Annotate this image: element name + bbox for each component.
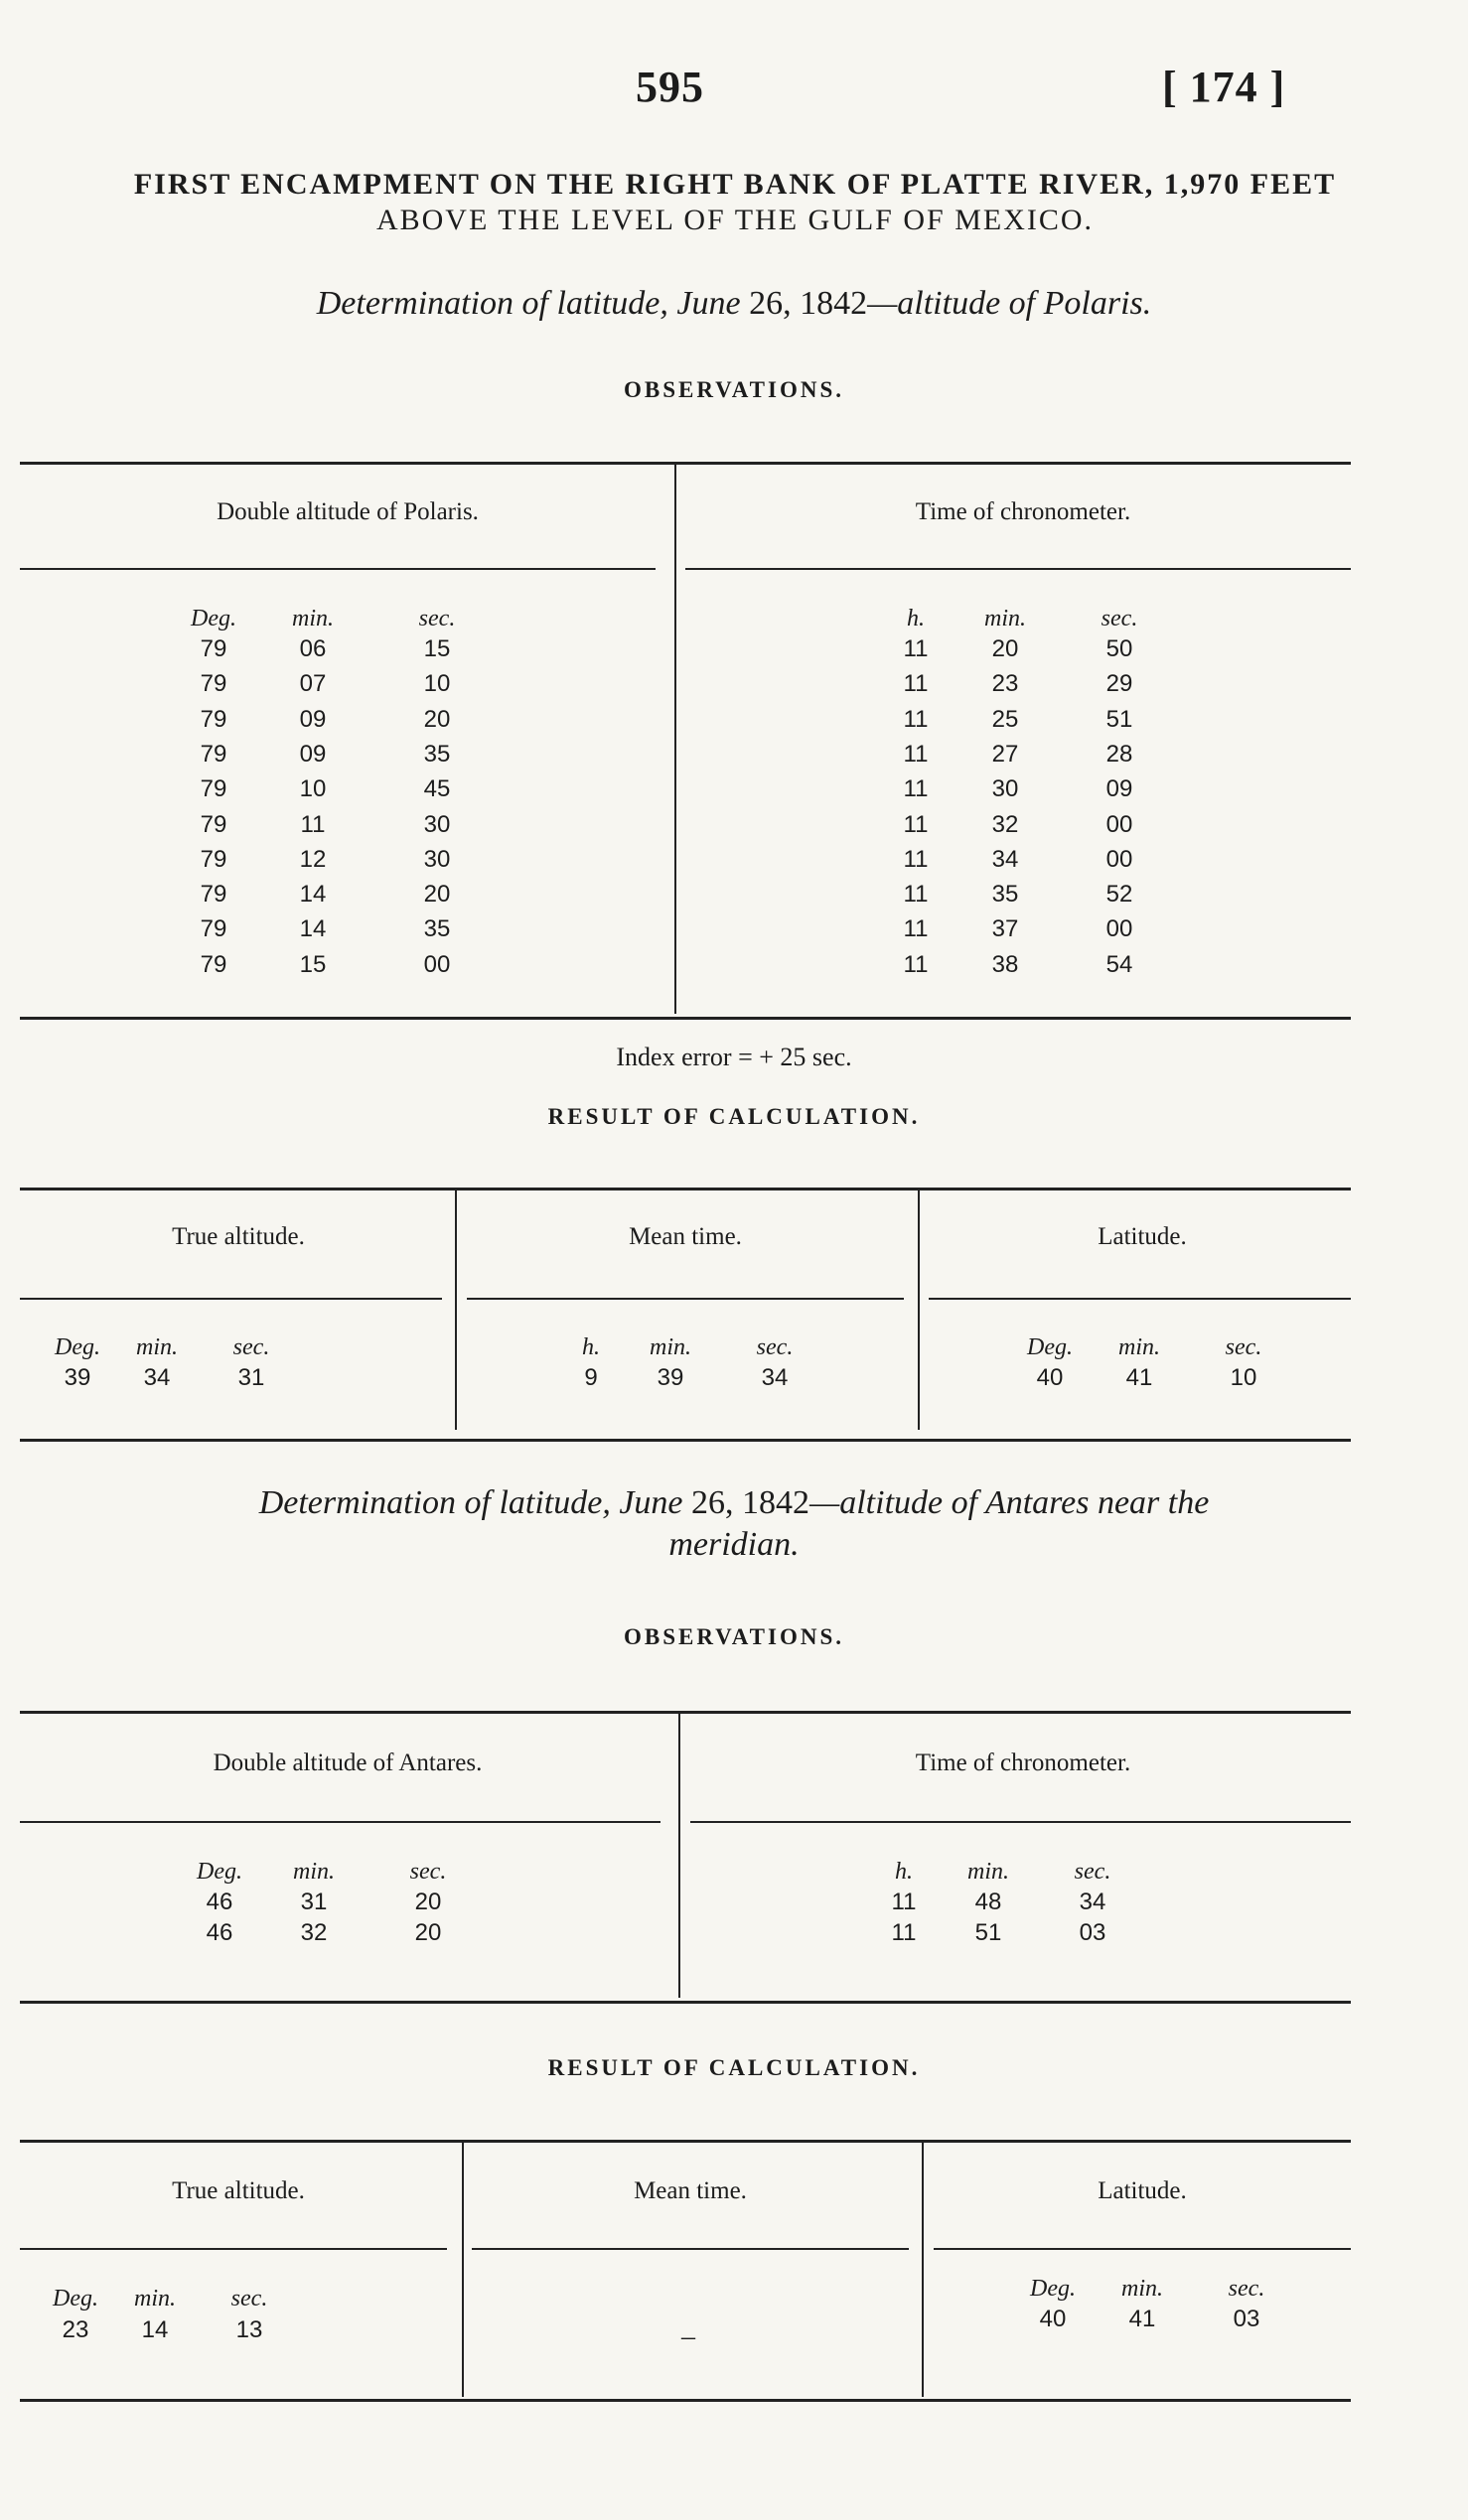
document-heading-line1: FIRST ENCAMPMENT ON THE RIGHT BANK OF PLATTE RIVER, 1,970 FEET (133, 168, 1337, 201)
antares-result-header-mean-time: Mean time. (634, 2177, 747, 2204)
polaris-cell: 00 (423, 950, 451, 978)
polaris-cell: 11 (300, 810, 326, 838)
polaris-units-right: h. min. sec. (907, 606, 1138, 631)
polaris-cell: 79 (200, 915, 227, 943)
antares-result-rule-3 (934, 2248, 1351, 2250)
polaris-altitude-row (179, 951, 497, 979)
antares-units-left: Deg. min. sec. (197, 1859, 447, 1885)
polaris-cell: 27 (991, 740, 1019, 768)
polaris-cell: 11 (903, 845, 929, 873)
polaris-cell: 10 (423, 670, 451, 698)
polaris-cell: 34 (991, 845, 1019, 873)
antares-cell: 11 (891, 1919, 917, 1946)
polaris-result-label: RESULT OF CALCULATION. (547, 1104, 921, 1129)
polaris-cell: 28 (1105, 740, 1133, 768)
polaris-cell: 09 (299, 705, 327, 733)
polaris-cell: 79 (200, 635, 227, 662)
polaris-result-header-latitude: Latitude. (1098, 1223, 1187, 1250)
polaris-table-top-rule (20, 462, 1351, 465)
polaris-cell: 11 (903, 670, 929, 698)
polaris-cell: 32 (991, 810, 1019, 838)
antares-altitude-row (185, 1889, 483, 1916)
antares-cell: 20 (414, 1919, 442, 1946)
antares-result-rule-2 (472, 2248, 909, 2250)
polaris-time-row (886, 846, 1174, 874)
antares-title-italic: Determination of latitude, June (258, 1484, 683, 1521)
polaris-altitude-row (179, 635, 497, 663)
polaris-cell: 45 (423, 775, 451, 803)
polaris-altitude-row (179, 881, 497, 909)
polaris-cell: 51 (1105, 705, 1133, 733)
polaris-cell: 00 (1105, 845, 1133, 873)
antares-cell: 20 (414, 1889, 442, 1915)
polaris-cell: 11 (903, 810, 929, 838)
polaris-cell: 30 (423, 810, 451, 838)
polaris-cell: 11 (903, 740, 929, 768)
polaris-cell: 79 (200, 810, 227, 838)
polaris-result-values-1: 39 34 31 (64, 1364, 265, 1391)
antares-result-values-1: 23 14 13 (62, 2316, 263, 2343)
polaris-title-rest: —altitude of Polaris. (867, 285, 1152, 322)
polaris-result-rule-1 (20, 1298, 442, 1300)
polaris-col-header-altitude: Double altitude of Polaris. (217, 498, 479, 525)
antares-cell: 32 (300, 1919, 328, 1946)
polaris-result-units-2: h. min. sec. (582, 1334, 794, 1360)
polaris-result-units-1: Deg. min. sec. (55, 1334, 270, 1360)
antares-result-header-latitude: Latitude. (1098, 2177, 1187, 2204)
polaris-table-divider (674, 463, 676, 1014)
polaris-result-top-rule (20, 1188, 1351, 1190)
polaris-time-row (886, 706, 1174, 734)
polaris-result-values-2: 9 39 34 (584, 1364, 789, 1391)
polaris-cell: 50 (1105, 635, 1133, 662)
polaris-cell: 11 (903, 915, 929, 943)
polaris-cell: 79 (200, 740, 227, 768)
polaris-result-rule-2 (467, 1298, 904, 1300)
polaris-altitude-row (179, 670, 497, 698)
antares-cell: 46 (206, 1889, 233, 1915)
antares-result-divider-2 (922, 2141, 924, 2397)
polaris-section-title (0, 284, 1468, 324)
polaris-units-left: Deg. min. sec. (191, 606, 456, 631)
antares-result-values-3: 40 41 03 (1039, 2306, 1260, 2332)
antares-title-line2: meridian. (668, 1526, 800, 1563)
polaris-time-row (886, 635, 1174, 663)
polaris-cell: 79 (200, 705, 227, 733)
antares-cell: 11 (891, 1889, 917, 1915)
polaris-time-row (886, 951, 1174, 979)
antares-result-header-altitude: True altitude. (172, 2177, 305, 2204)
antares-cell: 51 (974, 1919, 1002, 1946)
antares-col-header-time: Time of chronometer. (915, 1750, 1131, 1776)
polaris-cell: 29 (1105, 670, 1133, 698)
polaris-cell: 38 (991, 950, 1019, 978)
antares-units-right: h. min. sec. (895, 1859, 1111, 1885)
page-number-right: [ 174 ] (1162, 63, 1286, 111)
polaris-cell: 12 (299, 845, 327, 873)
antares-result-units-1: Deg. min. sec. (53, 2286, 268, 2311)
polaris-cell: 54 (1105, 950, 1133, 978)
antares-title-date: 26, 1842 (691, 1484, 809, 1521)
polaris-cell: 11 (903, 775, 929, 803)
antares-cell: 03 (1079, 1919, 1106, 1946)
antares-table-divider (678, 1712, 680, 1998)
antares-time-row (874, 1889, 1142, 1916)
polaris-result-divider-2 (918, 1189, 920, 1430)
antares-altitude-row (185, 1919, 483, 1947)
polaris-observations-label: OBSERVATIONS. (623, 377, 845, 402)
polaris-result-units-3: Deg. min. sec. (1027, 1334, 1262, 1360)
polaris-cell: 09 (299, 740, 327, 768)
antares-result-top-rule (20, 2140, 1351, 2143)
polaris-cell: 30 (423, 845, 451, 873)
polaris-cell: 15 (423, 635, 451, 662)
antares-observations-label: OBSERVATIONS. (623, 1624, 845, 1649)
antares-table-top-rule (20, 1711, 1351, 1714)
polaris-cell: 35 (423, 915, 451, 943)
polaris-time-row (886, 811, 1174, 839)
antares-result-units-3: Deg. min. sec. (1030, 2276, 1265, 2302)
polaris-cell: 20 (991, 635, 1019, 662)
polaris-altitude-row (179, 775, 497, 803)
antares-result-mean-time: – (681, 2321, 695, 2352)
polaris-result-bottom-rule (20, 1439, 1351, 1442)
polaris-result-rule-3 (929, 1298, 1351, 1300)
antares-col-header-altitude: Double altitude of Antares. (213, 1750, 483, 1776)
antares-result-rule-1 (20, 2248, 447, 2250)
antares-table-bottom-rule (20, 2001, 1351, 2004)
polaris-cell: 07 (299, 670, 327, 698)
polaris-cell: 14 (299, 881, 327, 909)
polaris-table-bottom-rule (20, 1017, 1351, 1020)
antares-time-row (874, 1919, 1142, 1947)
polaris-cell: 79 (200, 950, 227, 978)
antares-header-rule-left (20, 1821, 661, 1823)
polaris-title-date: 26, 1842 (749, 285, 868, 322)
polaris-cell: 20 (423, 705, 451, 733)
polaris-header-rule-left (20, 568, 656, 570)
page-number-left: 595 (636, 63, 704, 111)
polaris-header-rule-right (685, 568, 1351, 570)
polaris-time-row (886, 670, 1174, 698)
polaris-altitude-row (179, 915, 497, 943)
polaris-time-row (886, 741, 1174, 769)
polaris-time-row (886, 915, 1174, 943)
polaris-time-row (886, 775, 1174, 803)
polaris-cell: 11 (903, 950, 929, 978)
polaris-cell: 00 (1105, 915, 1133, 943)
polaris-cell: 15 (299, 950, 327, 978)
polaris-cell: 30 (991, 775, 1019, 803)
polaris-result-header-altitude: True altitude. (172, 1223, 305, 1250)
antares-result-divider-1 (462, 2141, 464, 2397)
polaris-altitude-row (179, 811, 497, 839)
antares-cell: 48 (974, 1889, 1002, 1915)
polaris-cell: 11 (903, 705, 929, 733)
polaris-col-header-time: Time of chronometer. (915, 498, 1131, 525)
polaris-cell: 20 (423, 881, 451, 909)
polaris-result-divider-1 (455, 1189, 457, 1430)
antares-header-rule-right (690, 1821, 1351, 1823)
polaris-cell: 35 (991, 881, 1019, 909)
polaris-altitude-row (179, 846, 497, 874)
polaris-altitude-row (179, 741, 497, 769)
polaris-cell: 06 (299, 635, 327, 662)
polaris-cell: 23 (991, 670, 1019, 698)
polaris-title-italic: Determination of latitude, June (316, 285, 741, 322)
polaris-cell: 09 (1105, 775, 1133, 803)
antares-cell: 34 (1079, 1889, 1106, 1915)
polaris-cell: 25 (991, 705, 1019, 733)
polaris-cell: 79 (200, 881, 227, 909)
polaris-cell: 79 (200, 775, 227, 803)
antares-result-label: RESULT OF CALCULATION. (547, 2055, 921, 2080)
antares-title-rest: —altitude of Antares near the (809, 1484, 1210, 1521)
polaris-cell: 35 (423, 740, 451, 768)
polaris-result-header-mean-time: Mean time. (629, 1223, 742, 1250)
antares-cell: 31 (300, 1889, 328, 1915)
polaris-cell: 14 (299, 915, 327, 943)
antares-cell: 46 (206, 1919, 233, 1946)
polaris-cell: 10 (299, 775, 327, 803)
polaris-cell: 79 (200, 670, 227, 698)
polaris-time-row (886, 881, 1174, 909)
antares-result-bottom-rule (20, 2399, 1351, 2402)
polaris-cell: 37 (991, 915, 1019, 943)
polaris-cell: 00 (1105, 810, 1133, 838)
document-heading-line2: ABOVE THE LEVEL OF THE GULF OF MEXICO. (375, 204, 1095, 236)
polaris-cell: 52 (1105, 881, 1133, 909)
index-error-note: Index error = + 25 sec. (616, 1043, 852, 1071)
polaris-cell: 11 (903, 635, 929, 662)
polaris-cell: 11 (903, 881, 929, 909)
antares-section-title (0, 1483, 1468, 1523)
polaris-result-values-3: 40 41 10 (1036, 1364, 1257, 1391)
polaris-altitude-row (179, 706, 497, 734)
polaris-cell: 79 (200, 845, 227, 873)
